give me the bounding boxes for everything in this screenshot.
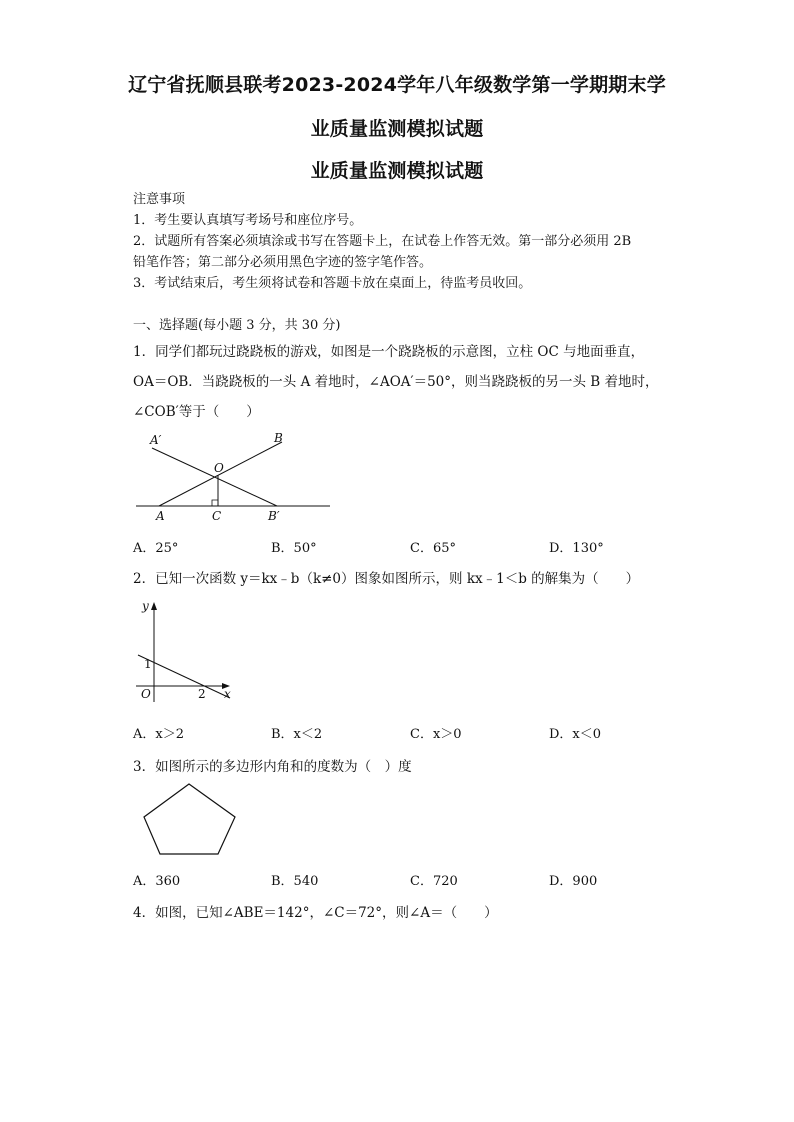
label-a-prime: A′ bbox=[150, 433, 162, 447]
notice-item-3: 3．考试结束后，考生须将试卷和答题卡放在桌面上，待监考员收回。 bbox=[133, 276, 532, 291]
label-x-axis: x bbox=[224, 687, 231, 701]
notice-item-2: 2．试题所有答案必须填涂或书写在答题卡上，在试卷上作答无效。第一部分必须用 2B bbox=[133, 234, 632, 249]
q3-option-d[interactable]: D．900 bbox=[549, 874, 598, 889]
linear-function-figure bbox=[132, 598, 242, 706]
right-angle-mark bbox=[212, 500, 218, 506]
q2-option-a[interactable]: A．x＞2 bbox=[133, 727, 184, 742]
q2-option-b[interactable]: B．x＜2 bbox=[271, 727, 323, 742]
question-1-line-2: OA＝OB．当跷跷板的一头 A 着地时，∠AOA′＝50°，则当跷跷板的另一头 B 着地时， bbox=[133, 374, 659, 390]
notice-item-1: 1．考生要认真填写考场号和座位序号。 bbox=[133, 213, 363, 228]
question-4-line-1: 4．如图，已知∠ABE＝142°，∠C＝72°，则∠A＝（ ） bbox=[133, 905, 498, 921]
q2-option-c[interactable]: C．x＞0 bbox=[410, 727, 462, 742]
page-title-line-3: 业质量监测模拟试题 bbox=[310, 160, 484, 182]
section-heading-choice: 一、选择题(每小题 3 分，共 30 分) bbox=[133, 318, 341, 333]
label-origin: O bbox=[141, 687, 151, 701]
label-b: B bbox=[274, 431, 283, 445]
seesaw-figure bbox=[130, 428, 340, 528]
notice-heading: 注意事项 bbox=[133, 192, 186, 207]
board-a-prime-b-prime-line bbox=[152, 448, 277, 506]
label-a: A bbox=[156, 509, 165, 523]
q3-option-c[interactable]: C．720 bbox=[410, 874, 458, 889]
question-1-line-1: 1．同学们都玩过跷跷板的游戏，如图是一个跷跷板的示意图，立柱 OC 与地面垂直， bbox=[133, 344, 645, 360]
q1-option-a[interactable]: A．25° bbox=[133, 541, 179, 556]
notice-item-2-cont: 铅笔作答；第二部分必须用黑色字迹的签字笔作答。 bbox=[133, 255, 433, 270]
q1-option-b[interactable]: B．50° bbox=[271, 541, 317, 556]
q1-option-d[interactable]: D．130° bbox=[549, 541, 604, 556]
q2-option-d[interactable]: D．x＜0 bbox=[549, 727, 602, 742]
label-c: C bbox=[212, 509, 222, 523]
function-line bbox=[138, 655, 230, 698]
page-title-line-1: 辽宁省抚顺县联考2023-2024学年八年级数学第一学期期末学 bbox=[128, 74, 666, 96]
pentagon-figure bbox=[140, 780, 240, 860]
question-3-line-1: 3．如图所示的多边形内角和的度数为（ ）度 bbox=[133, 759, 412, 775]
q3-option-a[interactable]: A．360 bbox=[133, 874, 181, 889]
page-title-line-2: 业质量监测模拟试题 bbox=[310, 118, 484, 140]
q1-option-c[interactable]: C．65° bbox=[410, 541, 456, 556]
pentagon-shape bbox=[144, 784, 235, 854]
label-y-axis: y bbox=[142, 599, 149, 613]
question-1-line-3: ∠COB′等于（ ） bbox=[133, 404, 260, 420]
label-y-intercept: 1 bbox=[144, 657, 152, 671]
q3-option-b[interactable]: B．540 bbox=[271, 874, 319, 889]
y-axis-arrow bbox=[151, 602, 157, 610]
question-2-line-1: 2．已知一次函数 y＝kx﹣b（k≠0）图象如图所示，则 kx﹣1＜b 的解集为（ ） bbox=[133, 571, 640, 587]
label-o: O bbox=[214, 461, 224, 475]
label-x-intercept: 2 bbox=[198, 687, 206, 701]
label-b-prime: B′ bbox=[268, 509, 280, 523]
